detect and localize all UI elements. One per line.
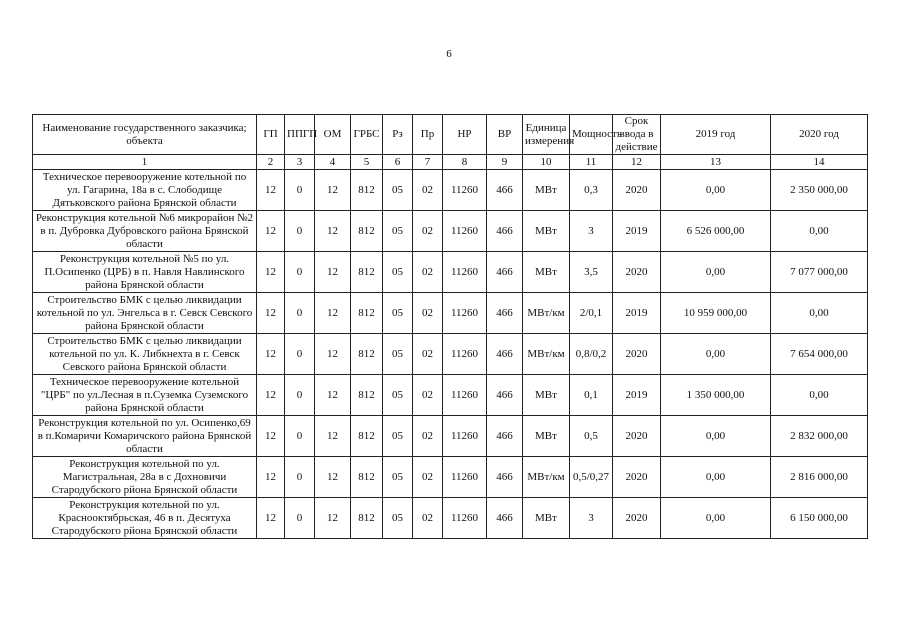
header-cell: Мощность [570, 115, 613, 155]
header-cell: Единица измерения [523, 115, 570, 155]
header-cell: ГП [257, 115, 285, 155]
commissioning-year-cell: 2019 [613, 211, 661, 252]
vr-cell: 466 [487, 293, 523, 334]
column-number: 2 [257, 155, 285, 170]
column-number: 13 [661, 155, 771, 170]
gp-cell: 12 [257, 498, 285, 539]
vr-cell: 466 [487, 211, 523, 252]
commissioning-year-cell: 2020 [613, 498, 661, 539]
column-number: 3 [285, 155, 315, 170]
amount-2019-cell: 1 350 000,00 [661, 375, 771, 416]
amount-2020-cell: 7 077 000,00 [771, 252, 868, 293]
column-number: 8 [443, 155, 487, 170]
om-cell: 12 [315, 170, 351, 211]
nr-cell: 11260 [443, 211, 487, 252]
column-number: 7 [413, 155, 443, 170]
nr-cell: 11260 [443, 334, 487, 375]
rz-cell: 05 [383, 170, 413, 211]
grbs-cell: 812 [351, 498, 383, 539]
header-cell: Наименование государственного заказчика; объекта [33, 115, 257, 155]
ppgp-cell: 0 [285, 252, 315, 293]
amount-2019-cell: 0,00 [661, 170, 771, 211]
om-cell: 12 [315, 211, 351, 252]
rz-cell: 05 [383, 334, 413, 375]
capacity-cell: 3,5 [570, 252, 613, 293]
table-row [33, 293, 868, 334]
column-number: 9 [487, 155, 523, 170]
pr-cell: 02 [413, 170, 443, 211]
grbs-cell: 812 [351, 375, 383, 416]
om-cell: 12 [315, 252, 351, 293]
pr-cell: 02 [413, 375, 443, 416]
column-number: 5 [351, 155, 383, 170]
amount-2020-cell: 2 350 000,00 [771, 170, 868, 211]
object-name-cell: Строительство БМК с целью ликвидации котельной по ул. Энгельса в г. Севск Севского района Брянской области [33, 293, 257, 334]
capacity-cell: 0,5/0,27 [570, 457, 613, 498]
header-cell: ГРБС [351, 115, 383, 155]
table-row [33, 334, 868, 375]
table-row [33, 416, 868, 457]
header-cell: ППГП [285, 115, 315, 155]
amount-2020-cell: 0,00 [771, 293, 868, 334]
gp-cell: 12 [257, 334, 285, 375]
gp-cell: 12 [257, 252, 285, 293]
grbs-cell: 812 [351, 252, 383, 293]
amount-2019-cell: 0,00 [661, 252, 771, 293]
grbs-cell: 812 [351, 293, 383, 334]
header-cell: 2020 год [771, 115, 868, 155]
pr-cell: 02 [413, 252, 443, 293]
om-cell: 12 [315, 293, 351, 334]
rz-cell: 05 [383, 252, 413, 293]
unit-cell: МВт/км [523, 293, 570, 334]
object-name-cell: Реконструкция котельной №5 по ул. П.Осипенко (ЦРБ) в п. Навля Навлинского района Брянской области [33, 252, 257, 293]
commissioning-year-cell: 2019 [613, 375, 661, 416]
ppgp-cell: 0 [285, 457, 315, 498]
grbs-cell: 812 [351, 170, 383, 211]
om-cell: 12 [315, 416, 351, 457]
vr-cell: 466 [487, 457, 523, 498]
nr-cell: 11260 [443, 416, 487, 457]
column-number: 12 [613, 155, 661, 170]
gp-cell: 12 [257, 416, 285, 457]
vr-cell: 466 [487, 252, 523, 293]
ppgp-cell: 0 [285, 334, 315, 375]
capacity-cell: 0,1 [570, 375, 613, 416]
gp-cell: 12 [257, 211, 285, 252]
rz-cell: 05 [383, 416, 413, 457]
unit-cell: МВт [523, 211, 570, 252]
capacity-cell: 0,3 [570, 170, 613, 211]
unit-cell: МВт [523, 252, 570, 293]
capacity-cell: 0,8/0,2 [570, 334, 613, 375]
column-number: 14 [771, 155, 868, 170]
header-cell: Пр [413, 115, 443, 155]
pr-cell: 02 [413, 211, 443, 252]
om-cell: 12 [315, 457, 351, 498]
page-number: 6 [446, 48, 452, 60]
vr-cell: 466 [487, 498, 523, 539]
header-cell: ОМ [315, 115, 351, 155]
table-row [33, 252, 868, 293]
amount-2019-cell: 0,00 [661, 416, 771, 457]
table-row [33, 375, 868, 416]
object-name-cell: Реконструкция котельной по ул. Осипенко,69 в п.Комаричи Комаричского района Брянской области [33, 416, 257, 457]
commissioning-year-cell: 2020 [613, 457, 661, 498]
nr-cell: 11260 [443, 293, 487, 334]
unit-cell: МВт [523, 498, 570, 539]
object-name-cell: Реконструкция котельной №6 микрорайон №2 в п. Дубровка Дубровского района Брянской области [33, 211, 257, 252]
pr-cell: 02 [413, 498, 443, 539]
unit-cell: МВт/км [523, 457, 570, 498]
pr-cell: 02 [413, 293, 443, 334]
vr-cell: 466 [487, 334, 523, 375]
header-cell: ВР [487, 115, 523, 155]
unit-cell: МВт [523, 375, 570, 416]
header-cell: 2019 год [661, 115, 771, 155]
gp-cell: 12 [257, 375, 285, 416]
grbs-cell: 812 [351, 457, 383, 498]
unit-cell: МВт [523, 416, 570, 457]
ppgp-cell: 0 [285, 293, 315, 334]
amount-2020-cell: 0,00 [771, 375, 868, 416]
header-cell: НР [443, 115, 487, 155]
header-row [33, 115, 868, 155]
gp-cell: 12 [257, 457, 285, 498]
vr-cell: 466 [487, 416, 523, 457]
ppgp-cell: 0 [285, 375, 315, 416]
capital-investment-table [32, 114, 868, 539]
table-row [33, 498, 868, 539]
table-body [33, 170, 868, 539]
pr-cell: 02 [413, 334, 443, 375]
commissioning-year-cell: 2019 [613, 293, 661, 334]
nr-cell: 11260 [443, 375, 487, 416]
amount-2019-cell: 0,00 [661, 457, 771, 498]
nr-cell: 11260 [443, 457, 487, 498]
grbs-cell: 812 [351, 416, 383, 457]
object-name-cell: Реконструкция котельной по ул. Магистральная, 28а в с Дохновичи Стародубского рйона Брянской области [33, 457, 257, 498]
om-cell: 12 [315, 334, 351, 375]
gp-cell: 12 [257, 170, 285, 211]
rz-cell: 05 [383, 457, 413, 498]
ppgp-cell: 0 [285, 211, 315, 252]
table-row [33, 211, 868, 252]
column-number-row [33, 155, 868, 170]
amount-2019-cell: 6 526 000,00 [661, 211, 771, 252]
capacity-cell: 2/0,1 [570, 293, 613, 334]
amount-2019-cell: 10 959 000,00 [661, 293, 771, 334]
amount-2019-cell: 0,00 [661, 498, 771, 539]
table-row [33, 170, 868, 211]
pr-cell: 02 [413, 457, 443, 498]
ppgp-cell: 0 [285, 416, 315, 457]
gp-cell: 12 [257, 293, 285, 334]
column-number: 4 [315, 155, 351, 170]
column-number: 6 [383, 155, 413, 170]
column-number: 10 [523, 155, 570, 170]
object-name-cell: Техническое перевооружение котельной "ЦРБ" по ул.Лесная в п.Суземка Суземского района Брянской области [33, 375, 257, 416]
amount-2020-cell: 2 816 000,00 [771, 457, 868, 498]
nr-cell: 11260 [443, 170, 487, 211]
grbs-cell: 812 [351, 211, 383, 252]
amount-2020-cell: 7 654 000,00 [771, 334, 868, 375]
commissioning-year-cell: 2020 [613, 334, 661, 375]
table-row [33, 457, 868, 498]
commissioning-year-cell: 2020 [613, 170, 661, 211]
nr-cell: 11260 [443, 252, 487, 293]
rz-cell: 05 [383, 375, 413, 416]
grbs-cell: 812 [351, 334, 383, 375]
commissioning-year-cell: 2020 [613, 252, 661, 293]
om-cell: 12 [315, 375, 351, 416]
amount-2019-cell: 0,00 [661, 334, 771, 375]
header-cell: Рз [383, 115, 413, 155]
capacity-cell: 3 [570, 211, 613, 252]
amount-2020-cell: 6 150 000,00 [771, 498, 868, 539]
rz-cell: 05 [383, 498, 413, 539]
pr-cell: 02 [413, 416, 443, 457]
vr-cell: 466 [487, 170, 523, 211]
rz-cell: 05 [383, 293, 413, 334]
column-number: 11 [570, 155, 613, 170]
vr-cell: 466 [487, 375, 523, 416]
ppgp-cell: 0 [285, 170, 315, 211]
unit-cell: МВт [523, 170, 570, 211]
unit-cell: МВт/км [523, 334, 570, 375]
capacity-cell: 3 [570, 498, 613, 539]
object-name-cell: Техническое перевооружение котельной по ул. Гагарина, 18а в с. Слободище Дятьковского района Брянской области [33, 170, 257, 211]
rz-cell: 05 [383, 211, 413, 252]
commissioning-year-cell: 2020 [613, 416, 661, 457]
om-cell: 12 [315, 498, 351, 539]
amount-2020-cell: 0,00 [771, 211, 868, 252]
column-number: 1 [33, 155, 257, 170]
object-name-cell: Реконструкция котельной по ул. Краснооктябрьская, 46 в п. Десятуха Стародубского рйона Брянской области [33, 498, 257, 539]
object-name-cell: Строительство БМК с целью ликвидации котельной по ул. К. Либкнехта в г. Севск Севского района Брянской области [33, 334, 257, 375]
capacity-cell: 0,5 [570, 416, 613, 457]
header-cell: Срок ввода в действие [613, 115, 661, 155]
nr-cell: 11260 [443, 498, 487, 539]
amount-2020-cell: 2 832 000,00 [771, 416, 868, 457]
ppgp-cell: 0 [285, 498, 315, 539]
